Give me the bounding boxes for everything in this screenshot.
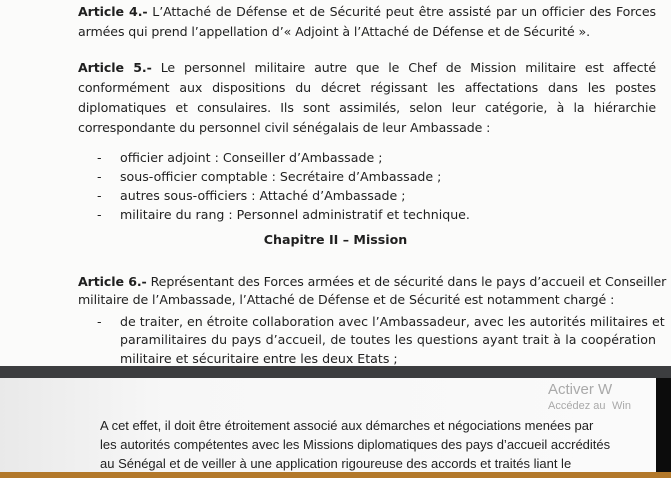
bullet-dash: - <box>97 314 102 329</box>
activation-watermark-title: Activer W <box>548 381 613 398</box>
list-item: militaire du rang : Personnel administratif et technique. <box>120 207 470 222</box>
page-2-line-1: A cet effet, il doit être étroitement associé aux démarches et négociations menées par <box>100 418 594 433</box>
bullet-dash: - <box>97 207 102 222</box>
activation-watermark-line-1: Accédez au <box>548 400 606 412</box>
list-item: officier adjoint : Conseiller d’Ambassade ; <box>120 150 383 165</box>
chapter-heading: Chapitre II – Mission <box>263 232 408 247</box>
list-item: militaire et sécuritaire entre les deux Etats ; <box>120 351 398 366</box>
article-6-line-2: militaire de l’Ambassade, l’Attaché de Défense et de Sécurité est notamment chargé : <box>78 292 615 307</box>
bullet-dash: - <box>97 150 102 165</box>
bullet-dash: - <box>97 188 102 203</box>
document-page-2 <box>0 378 656 472</box>
page-2-line-3: au Sénégal et de veiller à une application rigoureuse des accords et traités liant le <box>100 456 572 471</box>
list-item: de traiter, en étroite collaboration avec l’Ambassadeur, avec les autorités militaires et <box>120 314 665 329</box>
bullet-dash: - <box>97 169 102 184</box>
page-2-line-2: les autorités compétentes avec les Missions diplomatiques des pays d’accueil accrédités <box>100 437 611 452</box>
article-5-line-1: Article 5.- Le personnel militaire autre que le Chef de Mission militaire est affecté <box>78 60 656 75</box>
article-5-line-4: correspondante du personnel civil sénégalais de leur Ambassade : <box>78 120 491 135</box>
article-4-line-1: Article 4.- L’Attaché de Défense et de Sécurité peut être assisté par un officier des Forces <box>78 4 656 19</box>
article-5-line-2: conformément aux dispositions du décret régissant les affectations dans les postes <box>78 80 656 95</box>
activation-watermark-line-2: Win <box>612 400 631 412</box>
article-6-line-1: Article 6.- Représentant des Forces armées et de sécurité dans le pays d’accueil et Conseiller <box>78 274 667 289</box>
page-edge-shadow <box>656 378 671 472</box>
article-5-line-3: diplomatiques et consulaires. Ils sont assimilés, selon leur catégorie, à la hiérarchie <box>78 100 656 115</box>
article-4-line-2: armées qui prend l’appellation d’« Adjoint à l’Attaché de Défense et de Sécurité ». <box>78 24 591 39</box>
list-item: autres sous-officiers : Attaché d’Ambassade ; <box>120 188 406 203</box>
list-item: sous-officier comptable : Secrétaire d’Ambassade ; <box>120 169 442 184</box>
taskbar-strip <box>0 472 671 478</box>
list-item: paramilitaires du pays d’accueil, de toutes les questions ayant trait à la coopération <box>120 332 656 347</box>
